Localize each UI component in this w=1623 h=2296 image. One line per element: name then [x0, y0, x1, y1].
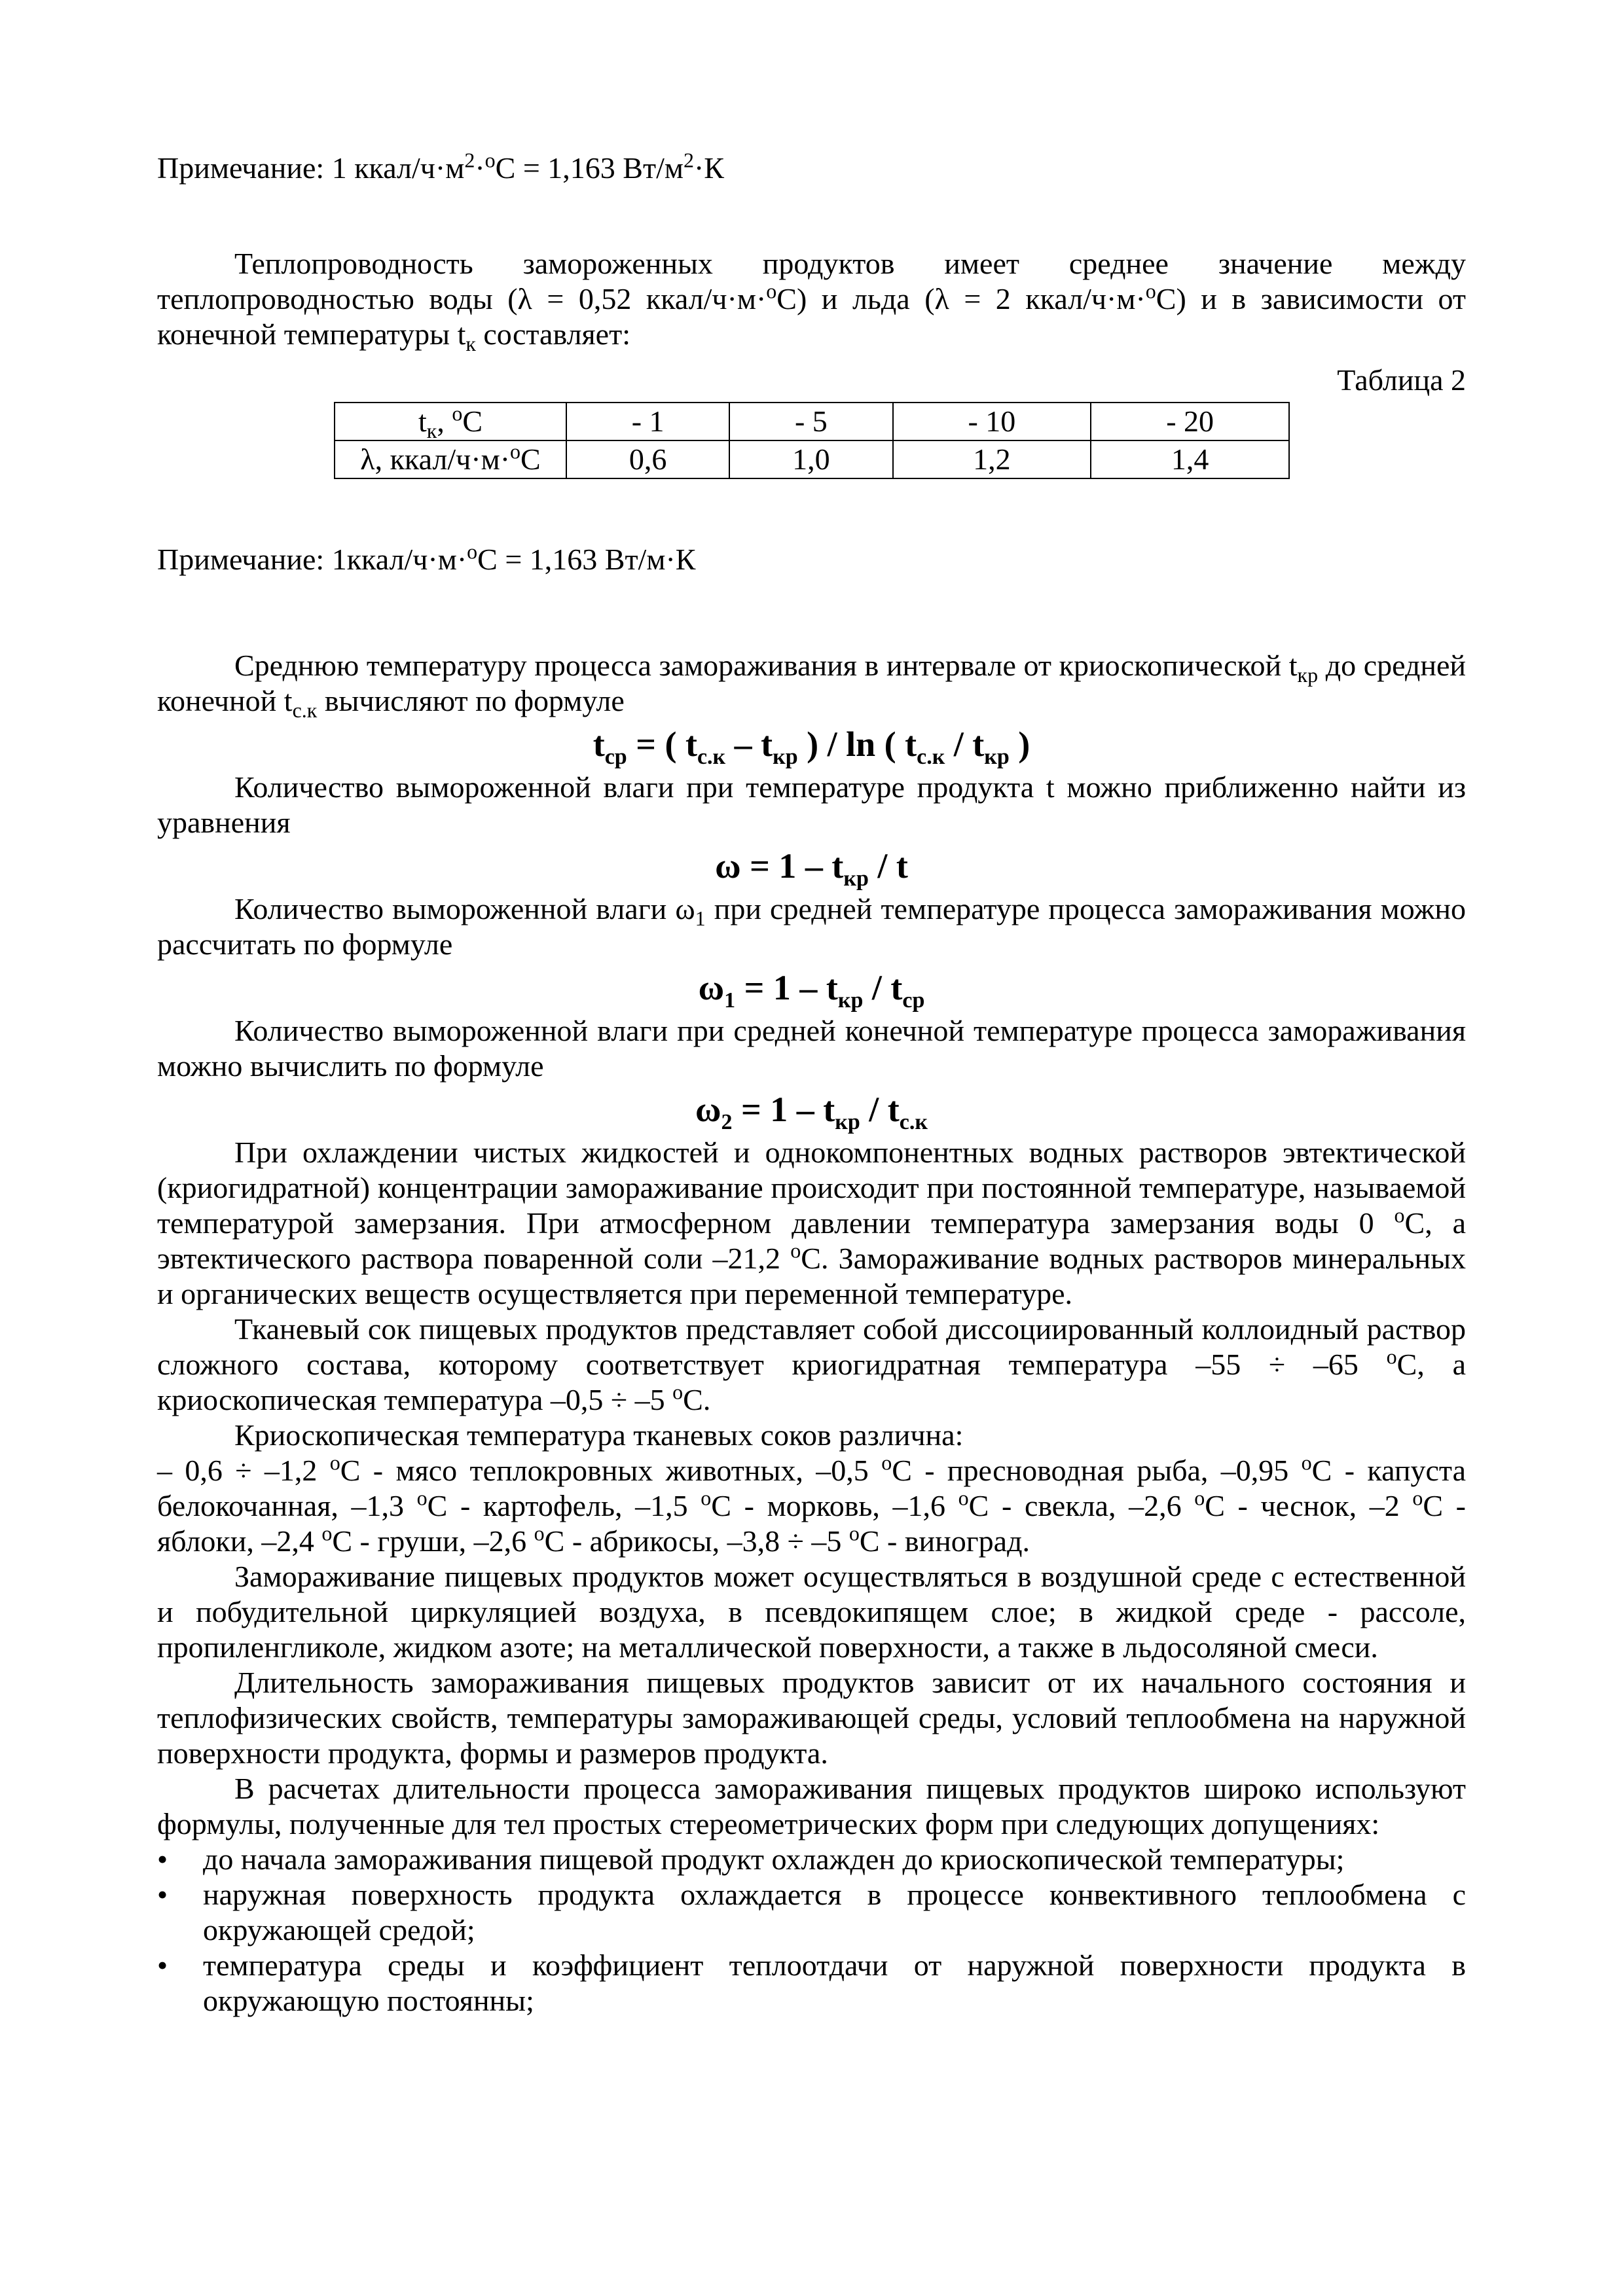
- assumptions-list: [157, 1842, 1466, 2018]
- table-cell: - 10: [893, 403, 1091, 440]
- table-header-conductivity: λ, ккал/ч·м·$^о$С: [335, 440, 566, 478]
- paragraph-thermal-conductivity: Теплопроводность замороженных продуктов имеет среднее значение между теплопроводностью воды (λ = 0,52 ккал/ч·м·$^о$С) и льда (λ = 2 ккал/ч·м·$^о$С) и в зависимости от конечной температуры $t_к$ составляет:: [157, 247, 1467, 356]
- table-header-temperature: $t_к$, $^о$С: [335, 403, 566, 440]
- table-caption: Таблица 2: [1337, 363, 1466, 397]
- paragraph-calculation-assumptions: В расчетах длительности процесса замораживания пищевых продуктов широко используют формулы, полученные для тел простых стереометрических форм при следующих допущениях:: [157, 1772, 1466, 1840]
- list-item: • до начала замораживания пищевой продукт охлажден до криоскопической температуры;: [157, 1842, 1345, 1876]
- table-cell: 1,0: [729, 440, 892, 478]
- formula-omega1: $\omega_1 = 1 - t_{кр} / t_{ср}$: [698, 968, 925, 1013]
- paragraph-frozen-moisture-mean: Количество вымороженной влаги $\omega_1$ при средней температуре процесса замораживания можно рассчитать по формуле: [157, 892, 1466, 961]
- list-item: • наружная поверхность продукта охлаждается в процессе конвективного теплообмена с окружающей средой;: [157, 1878, 1466, 1946]
- paragraph-freezing-duration: Длительность замораживания пищевых продуктов зависит от их начального состояния и теплофизических свойств, температуры замораживающей среды, условий теплообмена на наружной поверхности продукта, формы и размеров продукта.: [157, 1666, 1466, 1770]
- table-cell: - 20: [1091, 403, 1289, 440]
- bullet-icon: •: [157, 1878, 168, 1911]
- table-cell: 1,2: [893, 440, 1091, 478]
- table-cell: - 5: [729, 403, 892, 440]
- note-conversion-1: Примечание: 1 ккал/$ч\cdot м^2\cdot^оС = 1,163$ $Вт/м^2\cdot К$: [157, 148, 724, 185]
- paragraph-frozen-moisture: Количество вымороженной влаги при температуре продукта t можно приближенно найти из уравнения: [157, 770, 1466, 839]
- table-row-conductivity: [335, 440, 1289, 478]
- paragraph-cryoscopic-list: – 0,6 ÷ –1,2 $^о$С - мясо теплокровных животных, –0,5 $^о$С - пресноводная рыба, –0,95 $^о$С - капуста белокочанная, –1,3 $^о$С - картофель, –1,5 $^о$С - морковь, –1,6 $^о$С - свекла, –2,6 $^о$С - чеснок, –2 $^о$С - яблоки, –2,4 $^о$С - груши, –2,6 $^о$С - абрикосы, –3,8 ÷ –5 $^о$С - виноград.: [157, 1450, 1466, 1558]
- paragraph-freezing-media: Замораживание пищевых продуктов может осуществляться в воздушной среде с естественной и побудительной циркуляцией воздуха, в псевдокипящем слое; в жидкой среде - рассоле, пропиленгликоле, жидком азоте; на металлической поверхности, а также в льдосоляной смеси.: [157, 1560, 1466, 1664]
- paragraph-cryoscopic-intro: Криоскопическая температура тканевых соков различна:: [234, 1418, 964, 1452]
- paragraph-frozen-moisture-final: Количество вымороженной влаги при средней конечной температуре процесса замораживания можно вычислить по формуле: [157, 1014, 1466, 1083]
- table-cell: 1,4: [1091, 440, 1289, 478]
- conductivity-table: [334, 402, 1290, 479]
- table-cell: - 1: [566, 403, 729, 440]
- formula-omega2: $\omega_2 = 1 - t_{кр} / t_{с.к}$: [695, 1090, 928, 1134]
- note-conversion-2: Примечание: 1ккал/ч·м·$^о$С = 1,163 Вт/м·К: [157, 539, 696, 576]
- paragraph-tissue-juice: Тканевый сок пищевых продуктов представляет собой диссоциированный коллоидный раствор сложного состава, которому соответствует криогидратная температура –55 ÷ –65 $^о$С, а криоскопическая температура –0,5 ÷ –5 $^о$С.: [157, 1312, 1466, 1416]
- formula-omega: $\omega = 1 - t_{кр} / t$: [715, 846, 908, 891]
- table-cell: 0,6: [566, 440, 729, 478]
- paragraph-cooling-liquids: При охлаждении чистых жидкостей и однокомпонентных водных растворов эвтектической (криогидратной) концентрации замораживание происходит при постоянной температуре, называемой температурой замерзания. При атмосферном давлении температура замерзания воды 0 $^о$С, а эвтектического раствора поваренной соли –21,2 $^о$С. Замораживание водных растворов минеральных и органических веществ осуществляется при переменной температуре.: [157, 1136, 1466, 1310]
- paragraph-mean-temperature: Среднюю температуру процесса замораживания в интервале от криоскопической $t_{кр}$ до средней конечной $t_{с.к}$ вычисляют по формуле: [157, 649, 1467, 723]
- list-item: • температура среды и коэффициент теплоотдачи от наружной поверхности продукта в окружающую постоянны;: [157, 1948, 1466, 2017]
- bullet-icon: •: [157, 1948, 168, 1982]
- formula-mean-temperature: $t_{ср}$ = ( $t_{с.к} - t_{кр}$ ) / ln ( $t_{с.к} / t_{кр}$ ): [593, 725, 1030, 769]
- table-row-temperature: [335, 403, 1289, 440]
- bullet-icon: •: [157, 1842, 168, 1876]
